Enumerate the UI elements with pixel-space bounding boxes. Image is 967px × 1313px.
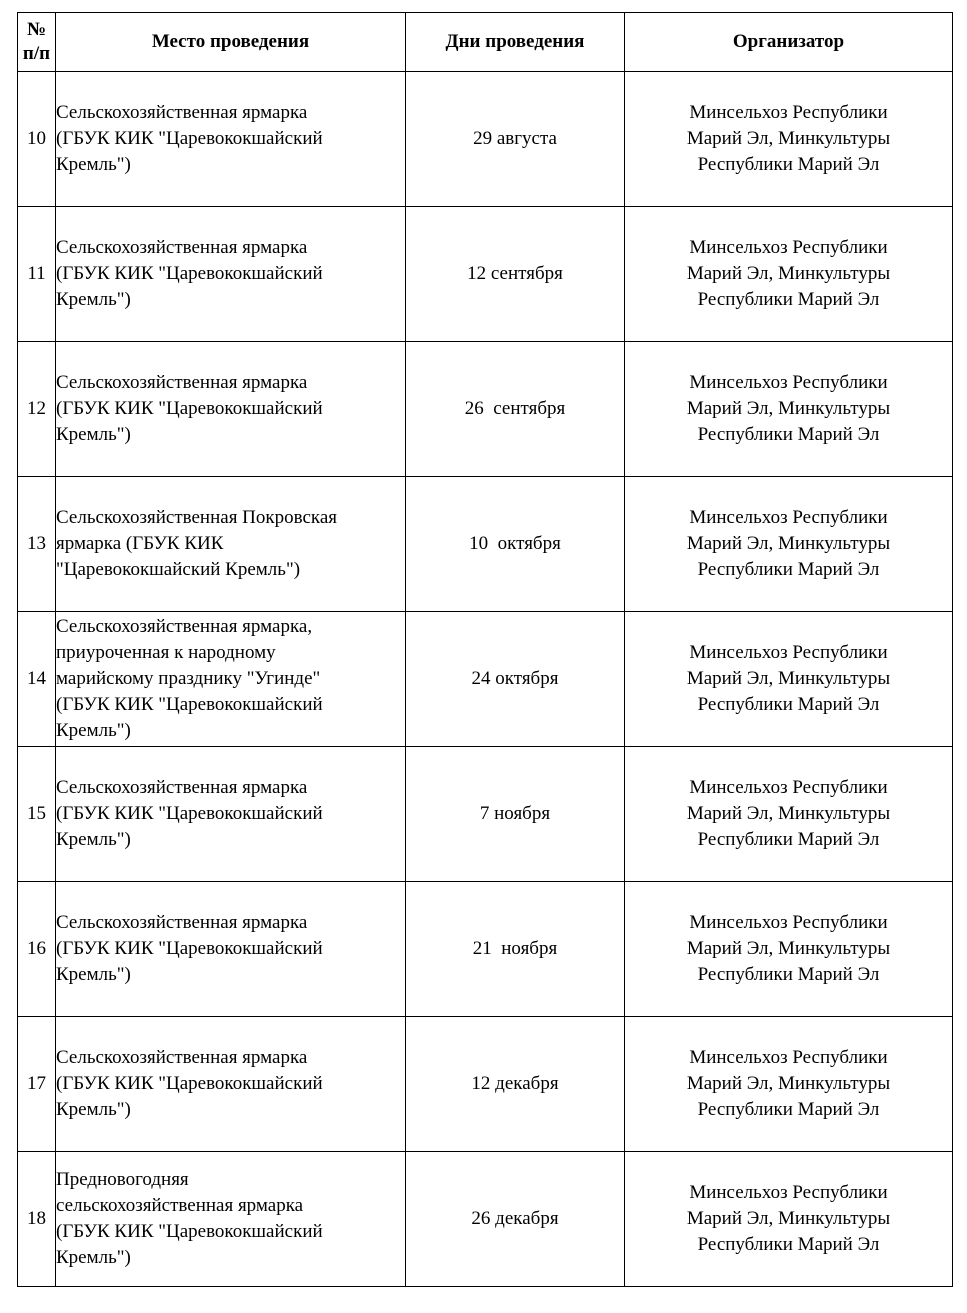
table-row <box>18 477 953 612</box>
row-number: 10 <box>18 72 56 207</box>
row-organizer: Минсельхоз Республики Марий Эл, Минкультуры Республики Марий Эл <box>625 477 953 612</box>
row-organizer: Минсельхоз Республики Марий Эл, Минкультуры Республики Марий Эл <box>625 1017 953 1152</box>
row-place: Сельскохозяйственная ярмарка (ГБУК КИК "Царевококшайский Кремль") <box>56 1017 406 1152</box>
row-place: Сельскохозяйственная ярмарка (ГБУК КИК "Царевококшайский Кремль") <box>56 207 406 342</box>
table-row <box>18 342 953 477</box>
row-days: 7 ноября <box>406 747 625 882</box>
row-number: 15 <box>18 747 56 882</box>
fair-schedule-table <box>17 12 953 1287</box>
header-number: № п/п <box>18 13 56 72</box>
row-days: 24 октября <box>406 612 625 747</box>
row-organizer: Минсельхоз Республики Марий Эл, Минкультуры Республики Марий Эл <box>625 747 953 882</box>
row-number: 16 <box>18 882 56 1017</box>
row-days: 26 сентября <box>406 342 625 477</box>
table-header-row <box>18 13 953 72</box>
row-days: 12 сентября <box>406 207 625 342</box>
table-row <box>18 72 953 207</box>
row-place: Предновогодняя сельскохозяйственная ярмарка (ГБУК КИК "Царевококшайский Кремль") <box>56 1152 406 1287</box>
row-place: Сельскохозяйственная ярмарка (ГБУК КИК "Царевококшайский Кремль") <box>56 747 406 882</box>
row-number: 13 <box>18 477 56 612</box>
header-organizer: Организатор <box>625 13 953 72</box>
row-days: 26 декабря <box>406 1152 625 1287</box>
table-row <box>18 1017 953 1152</box>
header-place: Место проведения <box>56 13 406 72</box>
row-number: 17 <box>18 1017 56 1152</box>
row-days: 10 октября <box>406 477 625 612</box>
table-row <box>18 207 953 342</box>
table-row <box>18 882 953 1017</box>
row-place: Сельскохозяйственная ярмарка (ГБУК КИК "Царевококшайский Кремль") <box>56 72 406 207</box>
row-place: Сельскохозяйственная ярмарка, приуроченная к народному марийскому празднику "Угинде" (ГБУК КИК "Царевококшайский Кремль") <box>56 612 406 747</box>
row-organizer: Минсельхоз Республики Марий Эл, Минкультуры Республики Марий Эл <box>625 612 953 747</box>
row-organizer: Минсельхоз Республики Марий Эл, Минкультуры Республики Марий Эл <box>625 1152 953 1287</box>
row-days: 29 августа <box>406 72 625 207</box>
row-place: Сельскохозяйственная ярмарка (ГБУК КИК "Царевококшайский Кремль") <box>56 882 406 1017</box>
row-number: 11 <box>18 207 56 342</box>
row-place: Сельскохозяйственная Покровская ярмарка (ГБУК КИК "Царевококшайский Кремль") <box>56 477 406 612</box>
row-organizer: Минсельхоз Республики Марий Эл, Минкультуры Республики Марий Эл <box>625 342 953 477</box>
row-organizer: Минсельхоз Республики Марий Эл, Минкультуры Республики Марий Эл <box>625 72 953 207</box>
row-organizer: Минсельхоз Республики Марий Эл, Минкультуры Республики Марий Эл <box>625 207 953 342</box>
row-place: Сельскохозяйственная ярмарка (ГБУК КИК "Царевококшайский Кремль") <box>56 342 406 477</box>
row-organizer: Минсельхоз Республики Марий Эл, Минкультуры Республики Марий Эл <box>625 882 953 1017</box>
row-number: 14 <box>18 612 56 747</box>
header-days: Дни проведения <box>406 13 625 72</box>
row-number: 12 <box>18 342 56 477</box>
row-days: 12 декабря <box>406 1017 625 1152</box>
table-row <box>18 612 953 747</box>
table-row <box>18 747 953 882</box>
row-number: 18 <box>18 1152 56 1287</box>
row-days: 21 ноября <box>406 882 625 1017</box>
table-row <box>18 1152 953 1287</box>
